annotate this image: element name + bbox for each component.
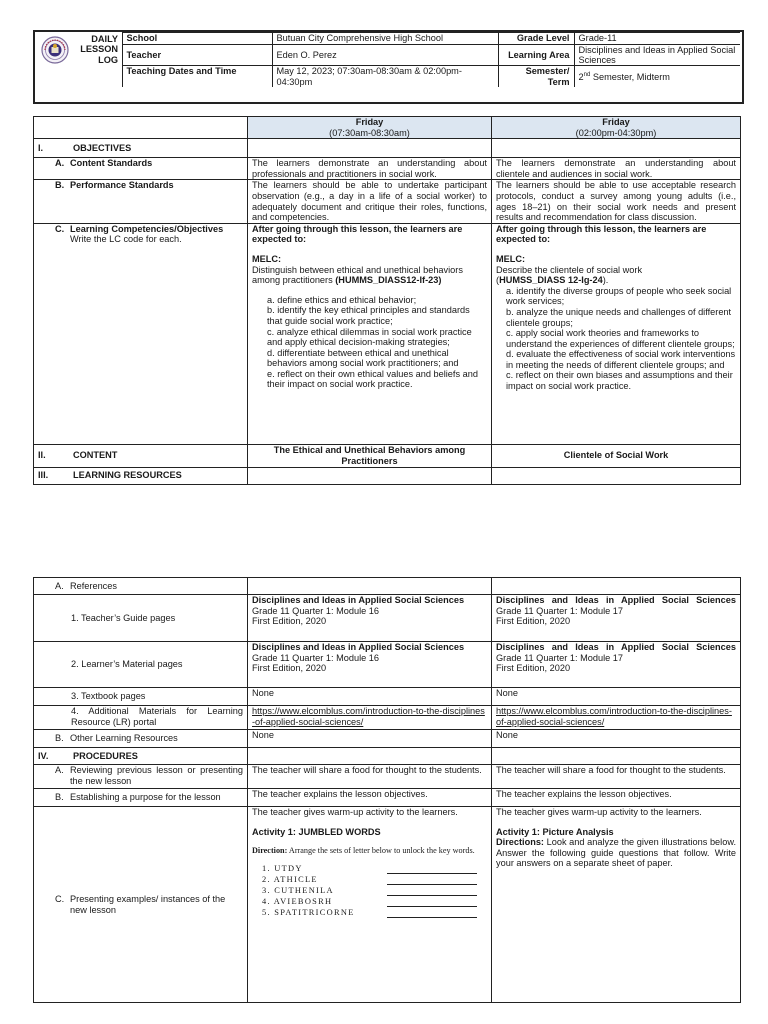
direction-text: Arrange the sets of letter below to unlock the key words. [287,846,475,856]
examples-label [34,807,248,1003]
purpose-row [34,789,741,807]
jumbled-word: 5. SPATITRICORNE [262,907,355,917]
resources-procedures-table [33,577,741,1003]
answer-blank[interactable] [387,896,477,907]
dll-header-table [35,32,740,87]
content-col1: The Ethical and Unethical Behaviors among Practitioners [248,444,492,467]
activity-title: Activity 1: Picture Analysis [496,826,614,837]
competencies-intro: After going through this lesson, the learners are expected to: [252,223,463,245]
melc-code-close: ). [602,275,609,286]
objective-item: c. analyze ethical dilemmas in social work practice and apply ethical decision-making strategies; [267,326,472,348]
content-col2: Clientele of Social Work [492,444,741,467]
book-module: Grade 11 Quarter 1: Module 17 [496,605,623,616]
answer-blank[interactable] [387,874,477,885]
item-label: Other Learning Resources [70,733,178,744]
semester-text: Semester, Midterm [590,72,670,83]
book-title: Disciplines and Ideas in Applied Social Sciences [252,642,465,652]
section-title: OBJECTIVES [73,142,132,153]
day-header-1 [248,117,492,139]
textbook-label: 3. Textbook pages [34,688,248,706]
section-number: II. [38,450,46,461]
other-resources-row [34,730,741,748]
jumbled-words-list [252,863,477,919]
book-title: Disciplines and Ideas in Applied Social Sciences [496,595,736,605]
additional-materials-col2 [492,706,741,730]
section-number: III. [38,470,49,481]
content-standards-label [34,158,248,180]
objective-item: a. identify the diverse groups of people who seek social work services; [506,285,732,307]
jumbled-word: 3. CUTHENILA [262,885,334,895]
dll-title-line: LESSON [80,44,118,55]
melc-label: MELC: [496,253,526,264]
objective-item: c. apply social work theories and frameworks to understand the experiences of different clientele groups; [506,328,735,349]
tg-pages-label: 1. Teacher’s Guide pages [34,595,248,642]
activity-intro: The teacher gives warm-up activity to the learners. [252,807,458,817]
book-edition: First Edition, 2020 [496,663,571,674]
book-module: Grade 11 Quarter 1: Module 17 [496,652,623,663]
book-module: Grade 11 Quarter 1: Module 16 [252,652,379,663]
semester-number: 2 [578,72,584,83]
book-edition: First Edition, 2020 [496,616,571,627]
review-row [34,765,741,789]
references-row [34,578,741,595]
other-resources-label [34,730,248,748]
section-content-label [34,444,248,467]
learning-area-value: Disciplines and Ideas in Applied Social Sciences [574,45,740,66]
day-name: Friday [355,117,384,127]
item-label: Content Standards [70,158,153,169]
additional-materials-col1 [248,706,492,730]
textbook-col1: None [248,688,492,706]
item-number: A. [55,765,64,775]
other-resources-col1: None [248,730,492,748]
competencies-row [34,223,741,444]
objectives-table [33,116,741,485]
textbook-col2: None [492,688,741,706]
review-col2: The teacher will share a food for thought to the students. [492,765,741,789]
examples-col1 [248,807,492,1003]
other-resources-col2: None [492,730,741,748]
tg-pages-row [34,595,741,642]
competencies-col1 [248,223,492,444]
item-number: A. [55,158,65,169]
activity-title: Activity 1: JUMBLED WORDS [252,826,381,837]
review-col1: The teacher will share a food for thought to the students. [248,765,492,789]
content-standards-col1: The learners demonstrate an understanding about professionals and practitioners in social work. [248,158,492,180]
section-procedures-row [34,748,741,765]
learning-area-label: Learning Area [498,45,574,66]
objective-item: d. differentiate between ethical and unethical behaviors among social work practitioners; and [267,347,459,369]
melc-description [252,265,487,286]
section-objectives-row [34,139,741,158]
tg-pages-col1 [248,595,492,642]
melc-code-line [496,275,736,286]
school-label: School [122,33,272,45]
day-header-2 [492,117,741,139]
additional-materials-label: 4. Additional Materials for Learning Resource (LR) portal [34,706,248,730]
section-resources-row [34,467,741,484]
book-edition: First Edition, 2020 [252,663,327,674]
day-time: (07:30am-08:30am) [329,127,410,138]
melc-code: (HUMMS_DIASS12-If-23) [335,275,442,286]
review-label [34,765,248,789]
competencies-label [34,223,248,444]
activity-intro: The teacher gives warm-up activity to the learners. [496,807,702,817]
section-title: LEARNING RESOURCES [73,470,182,481]
answer-blank[interactable] [387,863,477,874]
direction-text: Look and analyze the given illustrations below. Answer the following guide questions that follow. Write your answers on a separate sheet of paper. [496,837,736,869]
additional-materials-row [34,706,741,730]
objective-item: b. identify the key ethical principles and standards that guide social work practice; [267,305,470,326]
textbook-row [34,688,741,706]
objective-item: b. analyze the unique needs and challenges of different clientele groups; [506,306,732,328]
tg-pages-col2 [492,595,741,642]
item-number: C. [55,893,65,904]
item-label: Presenting examples/ instances of the new lesson [70,893,226,915]
item-number: B. [55,792,64,803]
book-module: Grade 11 Quarter 1: Module 16 [252,605,379,616]
examples-col2 [492,807,741,1003]
day-header-row [34,117,741,139]
objective-item: a. define ethics and ethical behavior; [267,294,417,305]
book-edition: First Edition, 2020 [252,616,327,627]
purpose-col2: The teacher explains the lesson objectives. [492,789,741,807]
day-name: Friday [602,117,630,127]
item-number: A. [55,580,64,591]
item-label: Reviewing previous lesson or presenting the new lesson [70,765,243,786]
section-objectives-label [34,139,248,158]
melc-code-open: ( [496,275,500,286]
school-value: Butuan City Comprehensive High School [272,33,498,45]
jumbled-word: 2. ATHICLE [262,874,318,884]
dll-title-line: LOG [98,54,118,65]
purpose-label [34,789,248,807]
item-number: B. [55,180,65,191]
section-title: PROCEDURES [73,750,138,761]
section-content-row [34,444,741,467]
dll-title-line: DAILY [91,34,118,44]
competencies-intro: After going through this lesson, the learners are expected to: [496,223,707,245]
examples-row [34,807,741,1003]
melc-text: Distinguish between ethical and unethical behaviors among practitioners [252,264,463,286]
melc-code: HUMSS_DIASS 12-Ig-24 [499,275,603,286]
lm-pages-label: 2. Learner’s Material pages [34,642,248,688]
competencies-col2 [492,223,741,444]
section-title: CONTENT [73,450,118,461]
direction-label: Directions: [496,837,544,848]
section-number: IV. [38,750,49,761]
performance-standards-col2: The learners should be able to use acceptable research protocols, conduct a survey among young adults (i.e., ages 18–21) on their social work needs and present results and recommendation for class discussion. [492,180,741,223]
grade-level-label: Grade Level [498,33,574,45]
teaching-dates-label: Teaching Dates and Time [122,66,272,87]
lm-pages-row [34,642,741,688]
item-label: Performance Standards [70,180,174,191]
answer-blank[interactable] [387,907,477,918]
book-title: Disciplines and Ideas in Applied Social Sciences [496,642,736,652]
book-title: Disciplines and Ideas in Applied Social Sciences [252,595,465,605]
teacher-label: Teacher [122,45,272,66]
semester-suffix: nd [583,72,591,79]
melc-text: Describe the clientele of social work [496,264,643,275]
activity-direction [252,846,487,857]
item-label: References [70,580,117,591]
references-label [34,578,248,595]
jumbled-word: 1. UTDY [262,863,303,873]
section-number: I. [38,142,44,153]
performance-standards-col1: The learners should be able to undertake participant observation (e.g., a day in a life of a social worker) to adequately document and critique their roles, functions, and competencies. [248,180,492,223]
lm-pages-col2 [492,642,741,688]
item-label: Learning Competencies/Objectives [70,223,224,234]
objective-item: d. evaluate the effectiveness of social work interventions in meeting the needs of different clientele groups; and [506,349,736,370]
lr-portal-link[interactable]: https://www.elcomblus.com/introduction-to-the-disciplines-of-applied-social-sciences/ [496,706,732,727]
lr-portal-link[interactable]: https://www.elcomblus.com/introduction-to-the-disciplines-of-applied-social-sciences/ [252,706,485,727]
item-number: C. [55,223,65,234]
objective-item: c. reflect on their own biases and assumptions and their impact on social work practice. [506,370,733,392]
competencies-sub-label: Write the LC code for each. [70,234,182,245]
jumbled-word: 4. AVIEBOSRH [262,896,333,906]
activity-direction [496,837,736,869]
teacher-value: Eden O. Perez [272,45,498,66]
day-time: (02:00pm-04:30pm) [575,127,657,138]
purpose-col1: The teacher explains the lesson objectives. [248,789,492,807]
lm-pages-col1 [248,642,492,688]
content-standards-col2: The learners demonstrate an understanding about clientele and audiences in social work. [492,158,741,180]
performance-standards-row [34,180,741,223]
performance-standards-label [34,180,248,223]
item-number: B. [55,733,64,744]
section-resources-label [34,467,248,484]
direction-label: Direction: [252,846,288,856]
semester-label: Semester/ Term [498,66,574,87]
grade-level-value: Grade-11 [574,33,740,45]
objective-item: e. reflect on their own ethical values and beliefs and their impact on social work practice. [267,368,478,390]
item-label: Establishing a purpose for the lesson [70,792,221,803]
semester-value [574,66,740,87]
melc-label: MELC: [252,253,282,264]
content-standards-row [34,158,741,180]
teaching-dates-value: May 12, 2023; 07:30am-08:30am & 02:00pm-04:30pm [272,66,498,87]
answer-blank[interactable] [387,885,477,896]
section-procedures-label [34,748,248,765]
